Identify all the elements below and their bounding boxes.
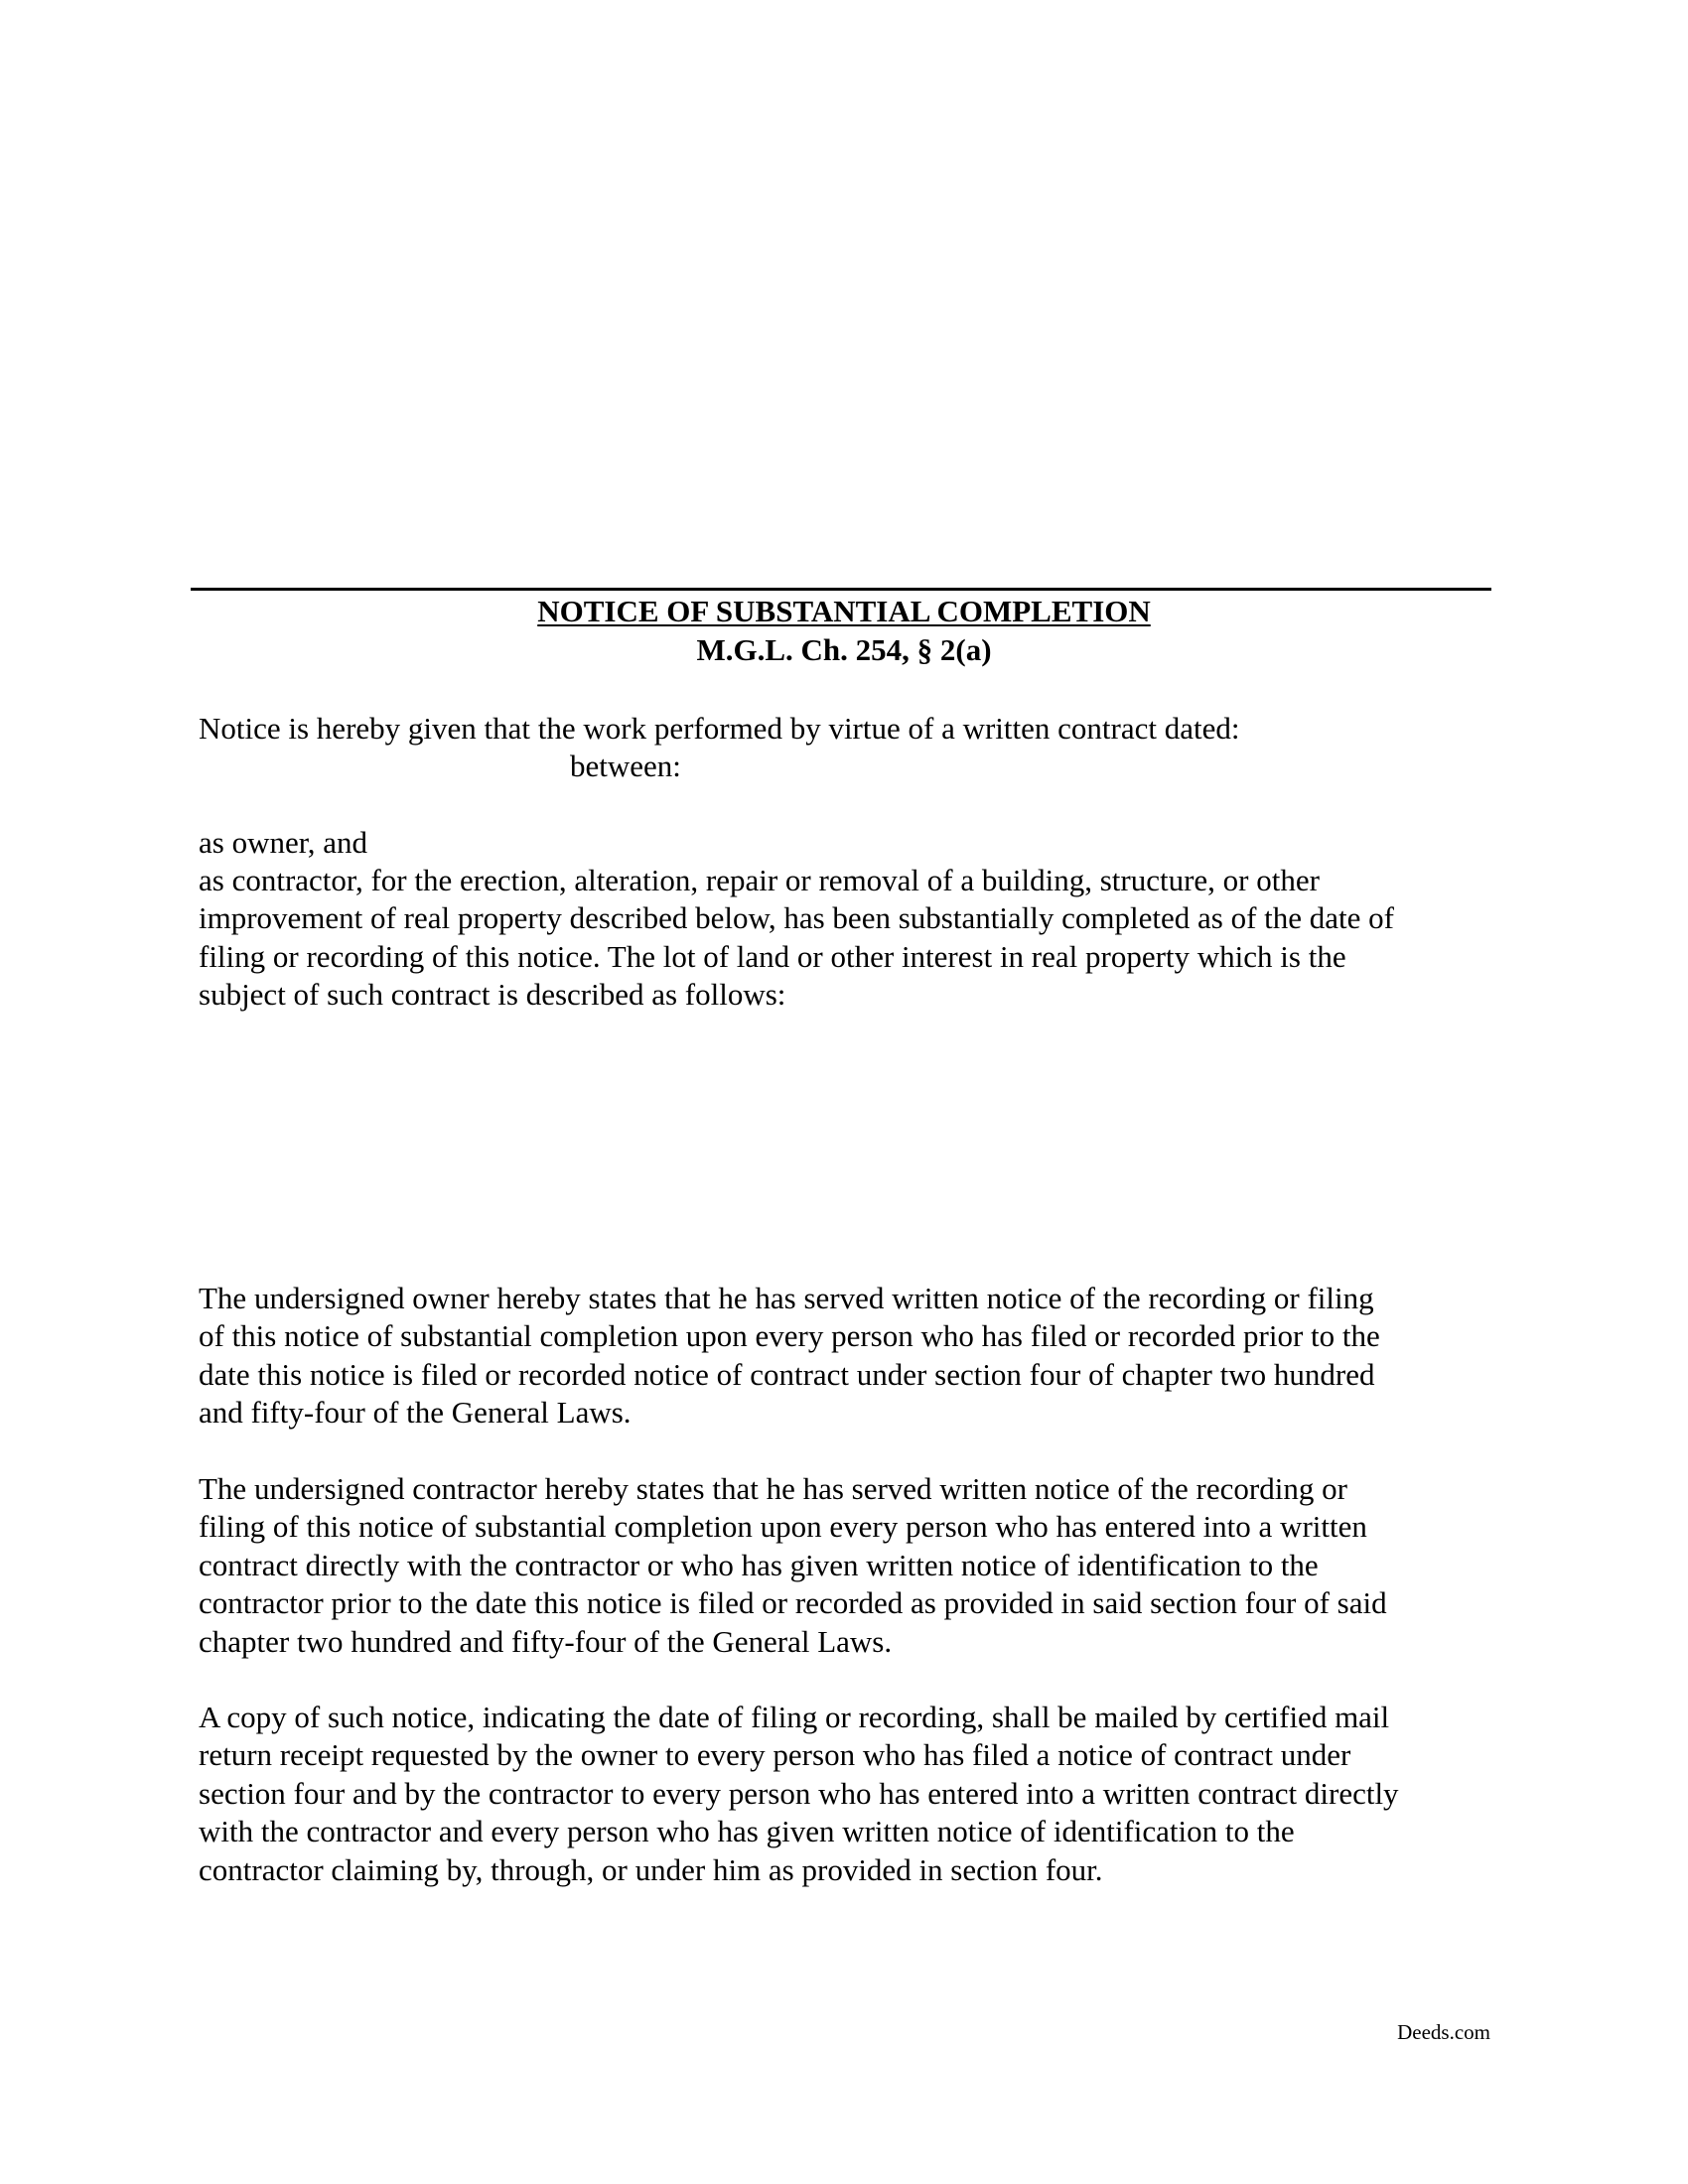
contractor-paragraph: as contractor, for the erection, alteration, repair or removal of a building, structure, or other improvement of real property described below, has been substantially completed as of the date of filing or recording of this notice. The lot of land or other interest in real property which is the subject of such contract is described as follows: <box>199 863 1395 1013</box>
document-title-text: NOTICE OF SUBSTANTIAL COMPLETION <box>537 594 1151 628</box>
intro-line: Notice is hereby given that the work performed by virtue of a written contract dated: <box>199 711 1240 746</box>
between-label: between: <box>570 749 681 783</box>
mailing-statement: A copy of such notice, indicating the date of filing or recording, shall be mailed by certified mail return receipt requested by the owner to every person who has filed a notice of contract under section four and by the contractor to every person who has entered into a written contract directly with the contractor and every person who has given written notice of identification to the contractor claiming by, through, or under him as provided in section four. <box>199 1700 1399 1887</box>
owner-line: as owner, and <box>199 825 368 860</box>
footer-brand: Deeds.com <box>1397 2020 1490 2044</box>
document-title <box>0 594 1688 629</box>
header-rule <box>191 588 1491 591</box>
contractor-statement: The undersigned contractor hereby states that he has served written notice of the recording or filing of this notice of substantial completion upon every person who has entered into a written contract directly with the contractor or who has given written notice of identification to the contractor prior to the date this notice is filed or recorded as provided in said section four of said chapter two hundred and fifty-four of the General Laws. <box>199 1471 1387 1659</box>
statute-reference: M.G.L. Ch. 254, § 2(a) <box>696 632 992 667</box>
owner-statement: The undersigned owner hereby states that he has served written notice of the recording or filing of this notice of substantial completion upon every person who has filed or recorded prior to the date this notice is filed or recorded notice of contract under section four of chapter two hundred and fifty-four of the General Laws. <box>199 1281 1380 1431</box>
